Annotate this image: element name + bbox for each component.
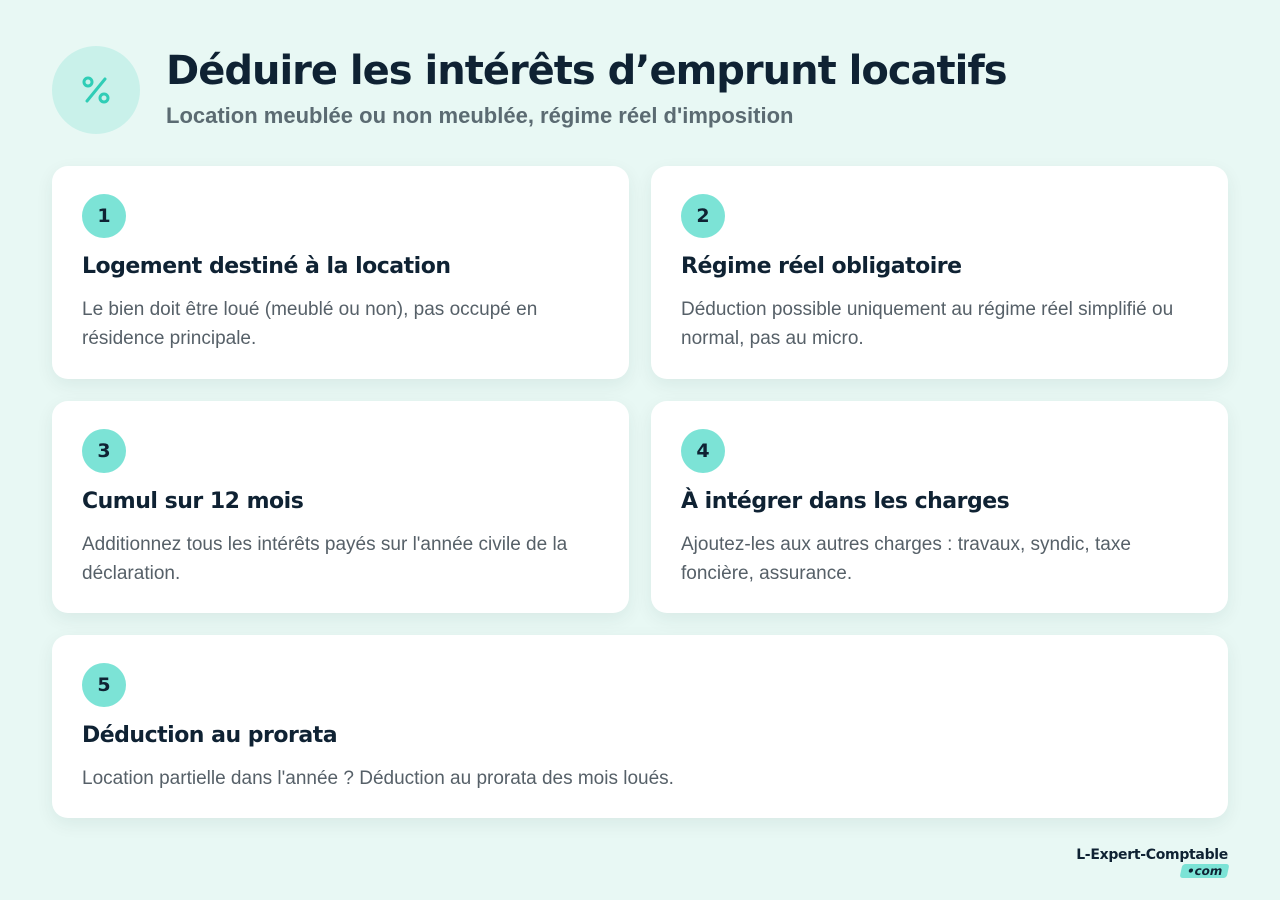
step-title: Logement destiné à la location [82,254,451,279]
header [52,46,1007,134]
step-card-1 [52,166,629,379]
step-description: Additionnez tous les intérêts payés sur l'année civile de la déclaration. [82,534,568,584]
step-description: Ajoutez-les aux autres charges : travaux, syndic, taxe foncière, assurance. [681,534,1131,584]
step-description: Déduction possible uniquement au régime réel simplifié ou normal, pas au micro. [681,299,1174,349]
step-card-3 [52,401,629,613]
step-number-badge: 3 [82,429,126,473]
header-text [166,49,1007,129]
step-card-4 [651,401,1228,613]
step-title: Régime réel obligatoire [681,254,962,279]
brand-logo [1076,848,1228,880]
step-number-badge: 5 [82,663,126,707]
percent-badge [52,46,140,134]
page-subtitle: Location meublée ou non meublée, régime réel d'imposition [166,103,794,128]
step-number-badge: 4 [681,429,725,473]
page-title: Déduire les intérêts d’emprunt locatifs [166,48,1007,94]
brand-suffix: •com [1180,864,1230,878]
step-number-badge: 1 [82,194,126,238]
brand-name: L-Expert-Comptable [1076,847,1228,863]
step-card-5 [52,635,1228,818]
step-title: À intégrer dans les charges [681,489,1010,514]
percent-icon [79,73,113,107]
step-card-2 [651,166,1228,379]
step-number-badge: 2 [681,194,725,238]
step-title: Cumul sur 12 mois [82,489,304,514]
step-title: Déduction au prorata [82,723,338,748]
step-description: Location partielle dans l'année ? Déduction au prorata des mois loués. [82,768,674,789]
step-description: Le bien doit être loué (meublé ou non), pas occupé en résidence principale. [82,299,538,349]
